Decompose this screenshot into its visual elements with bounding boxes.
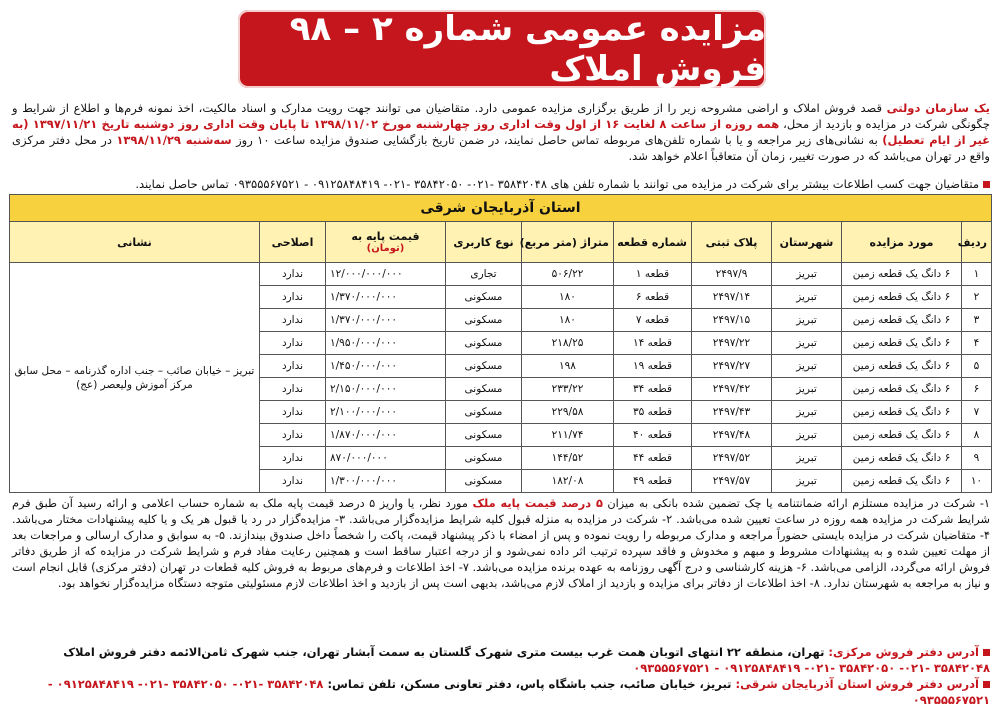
cell-correction: ندارد [260, 309, 326, 332]
cell-row: ۱ [962, 263, 992, 286]
header-item: مورد مزایده [842, 222, 962, 263]
cell-city: تبریز [772, 332, 842, 355]
cell-row: ۲ [962, 286, 992, 309]
cell-use: مسکونی [446, 470, 522, 493]
cell-city: تبریز [772, 286, 842, 309]
cell-item: ۶ دانگ یک قطعه زمین [842, 332, 962, 355]
cell-row: ۸ [962, 424, 992, 447]
cell-plate: ۲۴۹۷/۵۲ [692, 447, 772, 470]
cell-price: ۱/۹۵۰/۰۰۰/۰۰۰ [326, 332, 446, 355]
cell-price: ۱/۳۷۰/۰۰۰/۰۰۰ [326, 286, 446, 309]
cell-correction: ندارد [260, 401, 326, 424]
cell-plate: ۲۴۹۷/۹ [692, 263, 772, 286]
cell-parcel: قطعه ۱۹ [614, 355, 692, 378]
cell-parcel: قطعه ۶ [614, 286, 692, 309]
central-office [12, 644, 990, 676]
contact-text: متقاضیان جهت کسب اطلاعات بیشتر برای شرکت در مزایده می توانند با شماره تلفن های ۳۵۸۴۲۰۴۸ -۰۲۱- ۳۵۸۴۲۰۵۰ -۰۲۱- ۰۹۱۲۵۸۴۸۴۱۹ - ۰۹۳۵۵۵۶۷۵۲۱ تماس حاصل نمایند. [135, 177, 979, 191]
cell-area: ۲۳۳/۲۲ [522, 378, 614, 401]
cell-city: تبریز [772, 378, 842, 401]
central-office-phones: ۳۵۸۴۲۰۴۸ -۰۲۱- ۳۵۸۴۲۰۵۰ -۰۲۱- ۰۹۱۲۵۸۴۸۴۱۹ - ۰۹۳۵۵۵۶۷۵۲۱ [633, 661, 990, 675]
cell-use: مسکونی [446, 355, 522, 378]
cell-use: مسکونی [446, 401, 522, 424]
cell-correction: ندارد [260, 355, 326, 378]
cell-city: تبریز [772, 424, 842, 447]
cell-area: ۱۹۸ [522, 355, 614, 378]
intro-paragraph [12, 100, 990, 164]
cell-area: ۱۴۴/۵۲ [522, 447, 614, 470]
cell-plate: ۲۴۹۷/۴۲ [692, 378, 772, 401]
cell-parcel: قطعه ۳۵ [614, 401, 692, 424]
cell-plate: ۲۴۹۷/۴۸ [692, 424, 772, 447]
table-header-row [9, 222, 991, 263]
cell-price: ۱/۸۷۰/۰۰۰/۰۰۰ [326, 424, 446, 447]
cell-correction: ندارد [260, 470, 326, 493]
cell-correction: ندارد [260, 447, 326, 470]
provincial-office [12, 676, 990, 708]
cell-city: تبریز [772, 263, 842, 286]
title-banner [238, 10, 766, 88]
deposit-percent: ۵ درصد قیمت پایه ملک [472, 497, 603, 510]
cell-city: تبریز [772, 309, 842, 332]
cell-item: ۶ دانگ یک قطعه زمین [842, 401, 962, 424]
cell-row: ۴ [962, 332, 992, 355]
cell-city: تبریز [772, 401, 842, 424]
cell-item: ۶ دانگ یک قطعه زمین [842, 424, 962, 447]
properties-table [9, 194, 992, 493]
cell-plate: ۲۴۹۷/۵۷ [692, 470, 772, 493]
cell-item: ۶ دانگ یک قطعه زمین [842, 378, 962, 401]
visit-hours: همه روزه از ساعت ۸ لغایت ۱۶ از اول وقت اداری روز چهارشنبه مورخ ۱۳۹۸/۱۱/۰۲ تا پایان وقت اداری روز دوشنبه تاریخ ۱۳۹۷/۱۱/۲۱ (به غیر از ایام تعطیل) [12, 117, 991, 147]
cell-area: ۲۱۱/۷۴ [522, 424, 614, 447]
cell-price: ۱/۳۰۰/۰۰۰/۰۰۰ [326, 470, 446, 493]
cell-city: تبریز [772, 470, 842, 493]
province-header: استان آذربایجان شرقی [9, 195, 991, 222]
cell-use: مسکونی [446, 447, 522, 470]
cell-city: تبریز [772, 447, 842, 470]
cell-area: ۲۱۸/۲۵ [522, 332, 614, 355]
central-office-label: آدرس دفتر فروش مرکزی: [828, 645, 979, 659]
cell-parcel: قطعه ۳۴ [614, 378, 692, 401]
cell-correction: ندارد [260, 332, 326, 355]
properties-table-wrap [10, 194, 992, 493]
header-use: نوع کاربری [446, 222, 522, 263]
conditions-paragraph [12, 496, 990, 592]
header-area: متراژ (متر مربع) [522, 222, 614, 263]
cell-price: ۱/۳۷۰/۰۰۰/۰۰۰ [326, 309, 446, 332]
cell-use: مسکونی [446, 309, 522, 332]
cell-item: ۶ دانگ یک قطعه زمین [842, 470, 962, 493]
cell-row: ۳ [962, 309, 992, 332]
header-correction: اصلاحی [260, 222, 326, 263]
bullet-icon [983, 681, 990, 688]
cell-item: ۶ دانگ یک قطعه زمین [842, 447, 962, 470]
opening-date: سه‌شنبه ۱۳۹۸/۱۱/۲۹ [116, 133, 232, 147]
cell-plate: ۲۴۹۷/۲۲ [692, 332, 772, 355]
cell-price: ۲/۱۰۰/۰۰۰/۰۰۰ [326, 401, 446, 424]
cell-correction: ندارد [260, 424, 326, 447]
header-plate: پلاک ثبتی [692, 222, 772, 263]
cell-use: تجاری [446, 263, 522, 286]
cell-price: ۱/۴۵۰/۰۰۰/۰۰۰ [326, 355, 446, 378]
contact-line [12, 176, 990, 192]
header-price [326, 222, 446, 263]
cell-plate: ۲۴۹۷/۴۳ [692, 401, 772, 424]
cell-parcel: قطعه ۱۴ [614, 332, 692, 355]
cell-row: ۷ [962, 401, 992, 424]
cell-price: ۲/۱۵۰/۰۰۰/۰۰۰ [326, 378, 446, 401]
cell-row: ۵ [962, 355, 992, 378]
provincial-office-address: تبریز، خیابان صائب، جنب باشگاه پاس، دفتر تعاونی مسکن، تلفن تماس: [323, 677, 736, 691]
provincial-office-phones: ۳۵۸۴۲۰۴۸ -۰۲۱- ۳۵۸۴۲۰۵۰ -۰۲۱- ۰۹۱۲۵۸۴۸۴۱۹ - ۰۹۳۵۵۵۶۷۵۲۱ [47, 677, 990, 707]
intro-text-3: در محل دفتر مرکزی واقع در تهران می‌باشد که در صورت تغییر، زمان آن متعاقباً اعلام خواهد شد. [12, 133, 990, 163]
cell-parcel: قطعه ۱ [614, 263, 692, 286]
cell-parcel: قطعه ۷ [614, 309, 692, 332]
cell-correction: ندارد [260, 263, 326, 286]
header-city: شهرستان [772, 222, 842, 263]
cell-plate: ۲۴۹۷/۱۵ [692, 309, 772, 332]
cell-area: ۱۸۲/۰۸ [522, 470, 614, 493]
cell-city: تبریز [772, 355, 842, 378]
cell-area: ۱۸۰ [522, 286, 614, 309]
cell-use: مسکونی [446, 424, 522, 447]
bullet-icon [983, 181, 990, 188]
cell-use: مسکونی [446, 332, 522, 355]
table-row [9, 263, 991, 286]
cell-correction: ندارد [260, 378, 326, 401]
conditions-text-1: ۱- شرکت در مزایده مستلزم ارائه ضمانتنامه یا چک تضمین شده بانکی به میزان [602, 497, 990, 510]
cell-row: ۶ [962, 378, 992, 401]
cell-correction: ندارد [260, 286, 326, 309]
header-price-label: قیمت پایه به [351, 230, 420, 243]
central-office-address: تهران، منطقه ۲۲ انتهای اتوبان همت غرب بیست متری شهرک گلستان به سمت آبشار تهران، جنب شهرک ثامن‌الائمه دفتر فروش املاک [63, 645, 829, 659]
cell-use: مسکونی [446, 286, 522, 309]
intro-text-1: قصد فروش املاک و اراضی مشروحه زیر را از طریق برگزاری مزایده عمومی دارد. متقاضیان می توانند جهت رویت مدارک و اسناد مالکیت، اخذ نمونه فرم‌ها و اطلاع از شرایط و چگونگی شرکت در مزایده و بازدید از محل، [12, 101, 990, 131]
header-address: نشانی [9, 222, 259, 263]
cell-item: ۶ دانگ یک قطعه زمین [842, 286, 962, 309]
cell-parcel: قطعه ۴۰ [614, 424, 692, 447]
cell-price: ۱۲/۰۰۰/۰۰۰/۰۰۰ [326, 263, 446, 286]
provincial-office-label: آدرس دفتر فروش استان آذربایجان شرقی: [735, 677, 979, 691]
cell-plate: ۲۴۹۷/۲۷ [692, 355, 772, 378]
cell-address: تبریز – خیابان صائب – جنب اداره گذرنامه – محل سابق مرکز آموزش ولیعصر (عج) [9, 263, 259, 493]
cell-row: ۹ [962, 447, 992, 470]
organization-name: یک سازمان دولتی [886, 101, 990, 115]
intro-text-2: به نشانی‌های زیر مراجعه و یا با شماره تلفن‌های مربوطه تماس حاصل نمایند، در ضمن تاریخ بازگشایی صندوق مزایده ساعت ۱۰ روز [231, 133, 883, 147]
cell-plate: ۲۴۹۷/۱۴ [692, 286, 772, 309]
cell-area: ۲۲۹/۵۸ [522, 401, 614, 424]
cell-area: ۵۰۶/۲۲ [522, 263, 614, 286]
cell-area: ۱۸۰ [522, 309, 614, 332]
bullet-icon [983, 649, 990, 656]
cell-parcel: قطعه ۴۹ [614, 470, 692, 493]
header-price-unit: (تومان) [366, 243, 405, 254]
cell-item: ۶ دانگ یک قطعه زمین [842, 263, 962, 286]
cell-price: ۸۷۰/۰۰۰/۰۰۰ [326, 447, 446, 470]
cell-row: ۱۰ [962, 470, 992, 493]
cell-item: ۶ دانگ یک قطعه زمین [842, 355, 962, 378]
conditions-text-2: مورد نظر، یا واریز ۵ درصد قیمت پایه ملک به شماره حساب اعلامی و ارائه رسید آن طبق فرم شرایط شرکت در مزایده همه روزه در ساعت تعیین شده می‌باشد. ۲- شرکت در مزایده به منزله قبول کلیه شرایط مزایده‌گزار می‌باشد. ۳- مزایده‌گزار در رد یا قبول هر یک و یا کلیه پیشنهادات مختار می‌باشد. ۴- متقاضیان شرکت در مزایده بایستی حضوراً مراجعه و مدارک مربوطه را رویت نموده و پس از امضاء با ذکر پیشنهاد قیمت، پاکت را شخصاً داخل صندوق بیندازند. ۵- به سوابق و مدارک ارسالی و مراجعات بعد از مهلت تعیین شده و به پیشنهادات مشروط و مبهم و مخدوش و فاقد سپرده ترتیب اثر داده نمی‌شود و از درجه اعتبار ساقط است و همچنین رعایت مفاد فرم و شرایط شرکت در مزایده که از طریق دفاتر فروش ارائه می‌گردد، الزامی می‌باشد. ۶- هزینه کارشناسی و درج آگهی روزنامه به عهده برنده مزایده می‌باشد. ۷- اخذ اطلاعات و فرم‌های مربوط به فروش کلیه قطعات در تهران (دفتر مرکزی) قابل انجام است و نیاز به مراجعه به شهرستان ندارد. ۸- اخذ اطلاعات از دفاتر برای مزایده و بازدید از املاک لازم می‌باشد، بدیهی است پس از بازدید و اخذ اطلاعات لازم مسئولیتی متوجه دستگاه مزایده‌گزار نخواهد بود. [12, 497, 991, 590]
cell-use: مسکونی [446, 378, 522, 401]
cell-parcel: قطعه ۴۴ [614, 447, 692, 470]
page-title: مزایده عمومی شماره ۲ – ۹۸ فروش املاک [289, 9, 766, 89]
cell-item: ۶ دانگ یک قطعه زمین [842, 309, 962, 332]
header-row-number: ردیف [962, 222, 992, 263]
header-parcel: شماره قطعه [614, 222, 692, 263]
